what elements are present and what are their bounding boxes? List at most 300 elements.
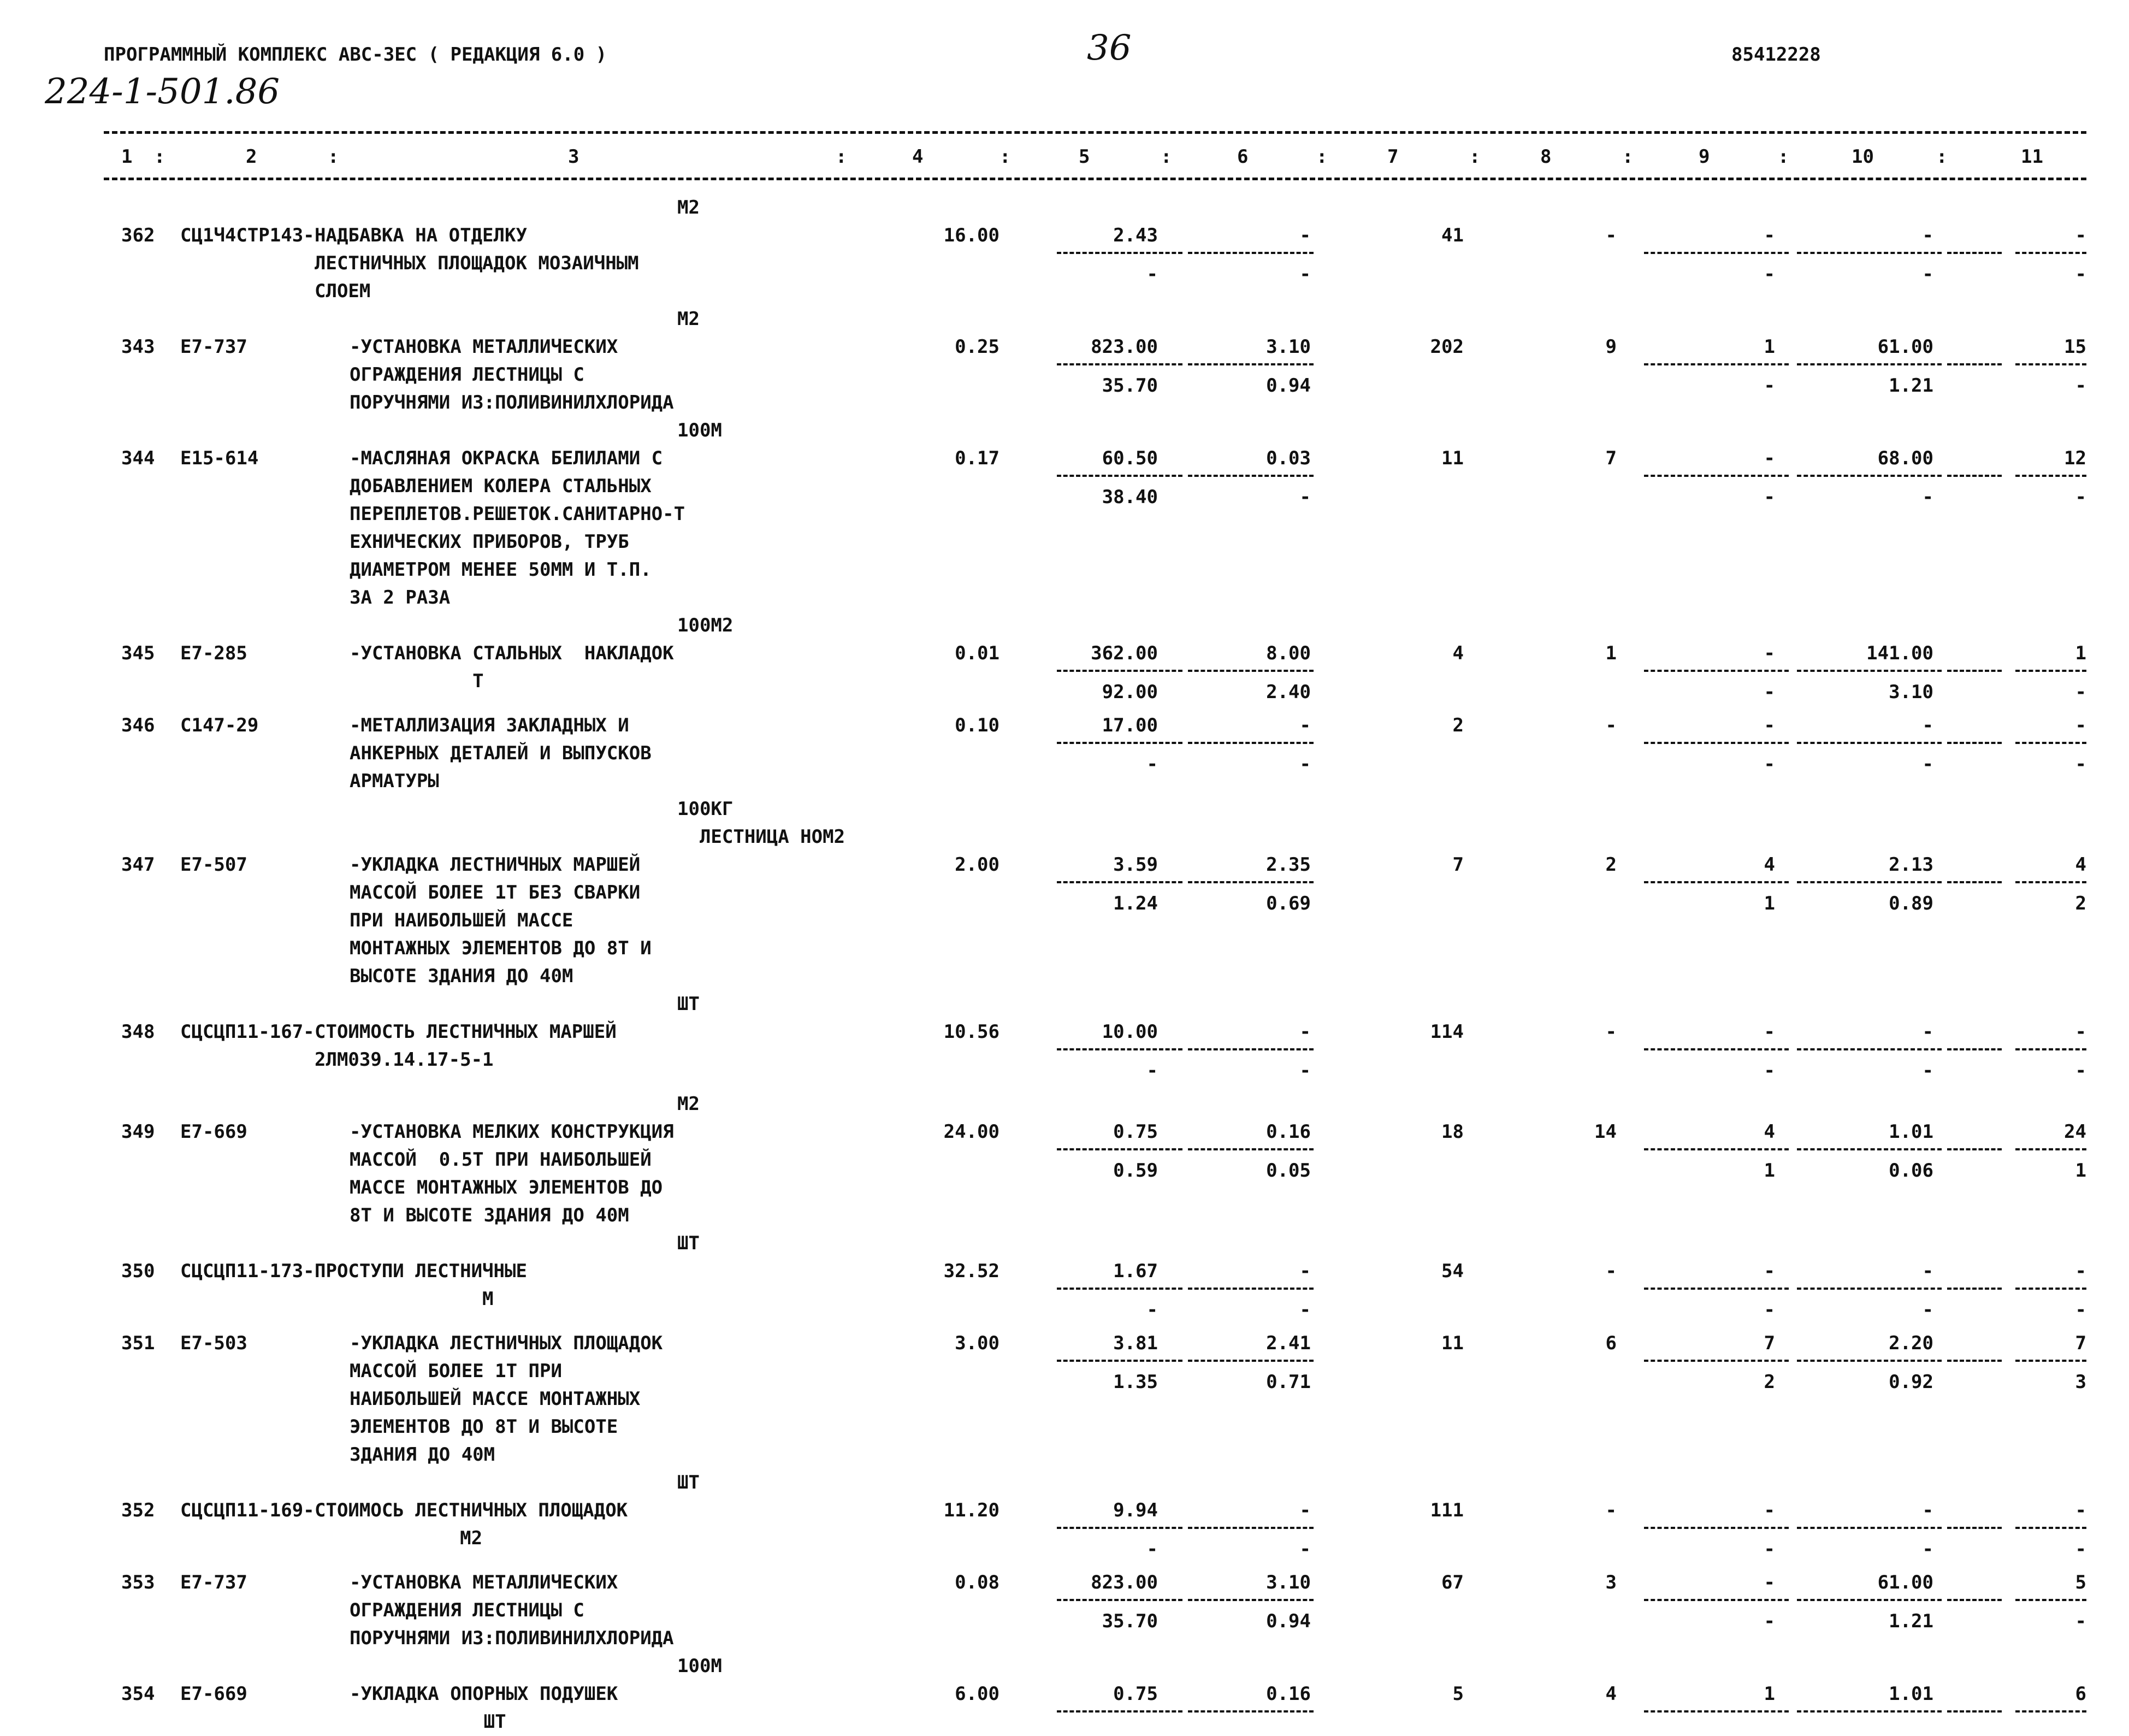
dashed-separator <box>2015 363 2086 365</box>
col10-wage: - <box>1922 1299 1933 1321</box>
unit-label: М2 <box>677 1093 700 1115</box>
col11-wage: - <box>2075 753 2086 775</box>
unit-label: 100М <box>677 420 722 441</box>
norm-code: Е7-737 <box>180 1572 247 1593</box>
quantity: 0.25 <box>955 336 1000 358</box>
unit-cost: 2.43 <box>1113 225 1158 246</box>
row-number: 347 <box>121 854 155 876</box>
column-separator: : <box>1316 146 1328 168</box>
col9-value: - <box>1764 1021 1775 1043</box>
work-description: НАДБАВКА НА ОТДЕЛКУ ЛЕСТНИЧНЫХ ПЛОЩАДОК МОЗАИЧНЫМ СЛОЕМ <box>315 225 639 302</box>
labor-cost: - <box>1605 1021 1617 1043</box>
labor-cost: 14 <box>1594 1121 1617 1143</box>
total-cost: 11 <box>1441 447 1464 469</box>
unit-cost-wage: 1.35 <box>1113 1371 1158 1393</box>
col9-value: 4 <box>1764 854 1775 876</box>
col11-value: 6 <box>2075 1683 2086 1705</box>
machine-wage: - <box>1299 1538 1311 1560</box>
total-cost: 11 <box>1441 1332 1464 1354</box>
page-number: 36 <box>1087 28 1132 68</box>
dashed-separator <box>2015 1148 2086 1150</box>
labor-cost: 2 <box>1605 854 1617 876</box>
col9-wage: - <box>1764 263 1775 285</box>
norm-code: СЦСЦП11-169- <box>180 1499 315 1521</box>
machine-wage: - <box>1299 263 1311 285</box>
column-separator: : <box>836 146 847 168</box>
col9-value: - <box>1764 1499 1775 1521</box>
dashed-separator <box>2015 252 2086 254</box>
dashed-separator <box>1188 742 1314 744</box>
quantity: 0.10 <box>955 715 1000 736</box>
norm-code: Е7-507 <box>180 854 247 876</box>
total-cost: 7 <box>1452 854 1464 876</box>
col9-wage: - <box>1764 1610 1775 1632</box>
dashed-separator <box>1057 1599 1182 1601</box>
norm-code: Е7-285 <box>180 642 247 664</box>
dashed-separator <box>1797 1599 1942 1601</box>
machine-wage: 2.40 <box>1266 681 1311 703</box>
col10-value: - <box>1922 225 1933 246</box>
norm-code: СЦСЦП11-167- <box>180 1021 315 1043</box>
col11-value: - <box>2075 1499 2086 1521</box>
total-cost: 114 <box>1430 1021 1464 1043</box>
col11-value: 7 <box>2075 1332 2086 1354</box>
dashed-separator <box>1644 1048 1789 1050</box>
col9-wage: 1 <box>1764 893 1775 914</box>
unit-cost-wage: - <box>1146 1299 1158 1321</box>
dashed-separator <box>1644 742 1789 744</box>
labor-cost: - <box>1605 715 1617 736</box>
unit-cost: 823.00 <box>1091 1572 1158 1593</box>
unit-cost: 3.59 <box>1113 854 1158 876</box>
dashed-separator <box>1644 670 1789 672</box>
row-number: 352 <box>121 1499 155 1521</box>
unit-cost-wage: 35.70 <box>1102 375 1158 397</box>
work-description: -УСТАНОВКА МЕТАЛЛИЧЕСКИХ ОГРАЖДЕНИЯ ЛЕСТНИЦЫ С ПОРУЧНЯМИ ИЗ:ПОЛИВИНИЛХЛОРИДА <box>350 1572 674 1649</box>
quantity: 24.00 <box>943 1121 1000 1143</box>
machine-cost: - <box>1299 715 1311 736</box>
dashed-separator <box>1188 1288 1314 1290</box>
unit-label: М2 <box>677 308 700 330</box>
dashed-separator <box>1797 670 1942 672</box>
col10-wage: 0.92 <box>1889 1371 1933 1393</box>
dashed-separator <box>1188 1148 1314 1150</box>
dashed-separator <box>1797 1360 1942 1362</box>
col9-value: 1 <box>1764 336 1775 358</box>
column-header-1: 1 <box>121 146 133 168</box>
col10-wage: 0.89 <box>1889 893 1933 914</box>
work-description: СТОИМОСЬ ЛЕСТНИЧНЫХ ПЛОЩАДОК М2 <box>315 1499 628 1549</box>
machine-cost: 2.41 <box>1266 1332 1311 1354</box>
machine-wage: - <box>1299 486 1311 508</box>
unit-label: ШТ <box>677 1232 700 1254</box>
norm-code: СЦ1Ч4СТР143- <box>180 225 315 246</box>
column-header-9: 9 <box>1699 146 1710 168</box>
quantity: 32.52 <box>943 1260 1000 1282</box>
quantity: 10.56 <box>943 1021 1000 1043</box>
dashed-separator <box>2015 1710 2086 1713</box>
machine-wage: 0.71 <box>1266 1371 1311 1393</box>
col11-wage: - <box>2075 486 2086 508</box>
total-cost: 111 <box>1430 1499 1464 1521</box>
col11-wage: - <box>2075 375 2086 397</box>
col11-wage: - <box>2075 1060 2086 1082</box>
dashed-separator <box>1947 252 2002 254</box>
column-header-7: 7 <box>1387 146 1399 168</box>
dashed-separator <box>1188 1710 1314 1713</box>
col10-value: 1.01 <box>1889 1683 1933 1705</box>
dashed-separator <box>1947 363 2002 365</box>
dashed-separator <box>1797 881 1942 883</box>
dashed-separator <box>1644 475 1789 477</box>
col11-value: 24 <box>2064 1121 2086 1143</box>
unit-cost-wage: 35.70 <box>1102 1610 1158 1632</box>
row-number: 343 <box>121 336 155 358</box>
dashed-separator <box>1057 742 1182 744</box>
col9-wage: - <box>1764 486 1775 508</box>
dashed-separator <box>1644 1148 1789 1150</box>
row-number: 362 <box>121 225 155 246</box>
dashed-separator <box>1797 1527 1942 1529</box>
dashed-separator <box>2015 742 2086 744</box>
unit-cost: 10.00 <box>1102 1021 1158 1043</box>
dashed-separator <box>1947 1527 2002 1529</box>
row-number: 350 <box>121 1260 155 1282</box>
dashed-separator <box>1947 1148 2002 1150</box>
row-number: 345 <box>121 642 155 664</box>
col10-value: 1.01 <box>1889 1121 1933 1143</box>
row-number: 353 <box>121 1572 155 1593</box>
dashed-separator <box>1057 1048 1182 1050</box>
col10-value: - <box>1922 715 1933 736</box>
header-rule-top <box>104 131 2086 134</box>
norm-code: С147-29 <box>180 715 259 736</box>
col10-wage: - <box>1922 263 1933 285</box>
col9-wage: - <box>1764 1060 1775 1082</box>
labor-cost: - <box>1605 225 1617 246</box>
labor-cost: - <box>1605 1260 1617 1282</box>
unit-label: 100КГ ЛЕСТНИЦА НОМ2 <box>677 798 845 848</box>
dashed-separator <box>1057 363 1182 365</box>
total-cost: 2 <box>1452 715 1464 736</box>
machine-cost: - <box>1299 1260 1311 1282</box>
unit-cost-wage: - <box>1146 1060 1158 1082</box>
unit-cost-wage: 92.00 <box>1102 681 1158 703</box>
dashed-separator <box>1947 1288 2002 1290</box>
col11-wage: - <box>2075 263 2086 285</box>
machine-cost: 0.16 <box>1266 1121 1311 1143</box>
dashed-separator <box>1797 475 1942 477</box>
col10-wage: 1.21 <box>1889 1610 1933 1632</box>
dashed-separator <box>1644 363 1789 365</box>
col10-wage: 0.06 <box>1889 1160 1933 1182</box>
machine-cost: 2.35 <box>1266 854 1311 876</box>
work-description: -УКЛАДКА ЛЕСТНИЧНЫХ ПЛОЩАДОК МАССОЙ БОЛЕЕ 1Т ПРИ НАИБОЛЬШЕЙ МАССЕ МОНТАЖНЫХ ЭЛЕМЕНТОВ ДО 8Т И ВЫСОТЕ ЗДАНИЯ ДО 40М <box>350 1332 663 1466</box>
dashed-separator <box>1188 881 1314 883</box>
col10-wage: 3.10 <box>1889 681 1933 703</box>
col11-wage: - <box>2075 681 2086 703</box>
dashed-separator <box>1057 1710 1182 1713</box>
column-header-5: 5 <box>1079 146 1090 168</box>
col10-value: 68.00 <box>1877 447 1933 469</box>
machine-wage: - <box>1299 753 1311 775</box>
column-header-3: 3 <box>568 146 579 168</box>
unit-cost: 1.67 <box>1113 1260 1158 1282</box>
col9-value: - <box>1764 447 1775 469</box>
col10-value: - <box>1922 1260 1933 1282</box>
labor-cost: 1 <box>1605 642 1617 664</box>
dashed-separator <box>1057 1527 1182 1529</box>
dashed-separator <box>2015 1599 2086 1601</box>
col9-wage: - <box>1764 1538 1775 1560</box>
total-cost: 18 <box>1441 1121 1464 1143</box>
col9-wage: - <box>1764 1299 1775 1321</box>
col11-value: - <box>2075 715 2086 736</box>
machine-wage: 0.94 <box>1266 375 1311 397</box>
labor-cost: - <box>1605 1499 1617 1521</box>
col10-value: - <box>1922 1499 1933 1521</box>
column-separator: : <box>328 146 339 168</box>
col11-value: 4 <box>2075 854 2086 876</box>
dashed-separator <box>1797 252 1942 254</box>
work-description: ПРОСТУПИ ЛЕСТНИЧНЫЕ М <box>315 1260 527 1310</box>
work-description: -УКЛАДКА ОПОРНЫХ ПОДУШЕК ШТ <box>350 1683 618 1733</box>
project-code: 224-1-501.86 <box>45 72 280 112</box>
quantity: 0.08 <box>955 1572 1000 1593</box>
dashed-separator <box>1057 252 1182 254</box>
machine-wage: 0.69 <box>1266 893 1311 914</box>
machine-wage: - <box>1299 1299 1311 1321</box>
dashed-separator <box>1644 1360 1789 1362</box>
col11-wage: - <box>2075 1610 2086 1632</box>
work-description: -УСТАНОВКА МЕТАЛЛИЧЕСКИХ ОГРАЖДЕНИЯ ЛЕСТНИЦЫ С ПОРУЧНЯМИ ИЗ:ПОЛИВИНИЛХЛОРИДА <box>350 336 674 414</box>
col11-wage: 2 <box>2075 893 2086 914</box>
col9-value: - <box>1764 642 1775 664</box>
norm-code: Е15-614 <box>180 447 259 469</box>
dashed-separator <box>1947 742 2002 744</box>
machine-cost: - <box>1299 1021 1311 1043</box>
dashed-separator <box>1188 475 1314 477</box>
unit-cost-wage: - <box>1146 263 1158 285</box>
dashed-separator <box>1947 1360 2002 1362</box>
labor-cost: 6 <box>1605 1332 1617 1354</box>
work-description: -УСТАНОВКА СТАЛЬНЫХ НАКЛАДОК Т <box>350 642 674 692</box>
column-separator: : <box>1469 146 1481 168</box>
unit-label: ШТ <box>677 993 700 1015</box>
dashed-separator <box>1644 252 1789 254</box>
col9-value: 1 <box>1764 1683 1775 1705</box>
quantity: 11.20 <box>943 1499 1000 1521</box>
dashed-separator <box>2015 670 2086 672</box>
column-header-6: 6 <box>1237 146 1249 168</box>
quantity: 2.00 <box>955 854 1000 876</box>
column-separator: : <box>1778 146 1789 168</box>
dashed-separator <box>1188 1599 1314 1601</box>
row-number: 348 <box>121 1021 155 1043</box>
norm-code: Е7-503 <box>180 1332 247 1354</box>
dashed-separator <box>1644 1599 1789 1601</box>
unit-cost-wage: 1.24 <box>1113 893 1158 914</box>
dashed-separator <box>1057 670 1182 672</box>
col11-wage: 3 <box>2075 1371 2086 1393</box>
total-cost: 41 <box>1441 225 1464 246</box>
column-separator: : <box>1000 146 1011 168</box>
col10-value: 61.00 <box>1877 336 1933 358</box>
quantity: 0.01 <box>955 642 1000 664</box>
col11-value: - <box>2075 1260 2086 1282</box>
dashed-separator <box>1188 1527 1314 1529</box>
dashed-separator <box>1947 1599 2002 1601</box>
total-cost: 4 <box>1452 642 1464 664</box>
column-header-4: 4 <box>912 146 924 168</box>
dashed-separator <box>1797 363 1942 365</box>
unit-cost-wage: - <box>1146 1538 1158 1560</box>
machine-cost: 3.10 <box>1266 336 1311 358</box>
labor-cost: 9 <box>1605 336 1617 358</box>
dashed-separator <box>1188 1048 1314 1050</box>
dashed-separator <box>2015 881 2086 883</box>
norm-code: Е7-737 <box>180 336 247 358</box>
total-cost: 67 <box>1441 1572 1464 1593</box>
col9-value: 7 <box>1764 1332 1775 1354</box>
col10-value: 141.00 <box>1866 642 1933 664</box>
dashed-separator <box>2015 1048 2086 1050</box>
col9-wage: - <box>1764 375 1775 397</box>
dashed-separator <box>1947 670 2002 672</box>
row-number: 354 <box>121 1683 155 1705</box>
column-header-11: 11 <box>2021 146 2043 168</box>
col9-wage: 2 <box>1764 1371 1775 1393</box>
column-header-10: 10 <box>1852 146 1874 168</box>
col10-wage: - <box>1922 1060 1933 1082</box>
machine-wage: 0.94 <box>1266 1610 1311 1632</box>
col9-wage: - <box>1764 753 1775 775</box>
work-description: -УКЛАДКА ЛЕСТНИЧНЫХ МАРШЕЙ МАССОЙ БОЛЕЕ 1Т БЕЗ СВАРКИ ПРИ НАИБОЛЬШЕЙ МАССЕ МОНТАЖНЫХ ЭЛЕМЕНТОВ ДО 8Т И ВЫСОТЕ ЗДАНИЯ ДО 40М <box>350 854 652 987</box>
norm-code: Е7-669 <box>180 1121 247 1143</box>
labor-cost: 3 <box>1605 1572 1617 1593</box>
total-cost: 202 <box>1430 336 1464 358</box>
col11-wage: - <box>2075 1538 2086 1560</box>
col10-wage: - <box>1922 1538 1933 1560</box>
col11-value: - <box>2075 1021 2086 1043</box>
dashed-separator <box>1797 1048 1942 1050</box>
column-header-8: 8 <box>1540 146 1552 168</box>
col9-value: - <box>1764 225 1775 246</box>
col11-value: 12 <box>2064 447 2086 469</box>
dashed-separator <box>1644 1710 1789 1713</box>
column-separator: : <box>154 146 165 168</box>
work-description: СТОИМОСТЬ ЛЕСТНИЧНЫХ МАРШЕЙ 2ЛМ039.14.17-5-1 <box>315 1021 617 1071</box>
dashed-separator <box>1188 252 1314 254</box>
col11-value: 1 <box>2075 642 2086 664</box>
dashed-separator <box>1947 881 2002 883</box>
total-cost: 54 <box>1441 1260 1464 1282</box>
col10-value: 2.20 <box>1889 1332 1933 1354</box>
header-rule-bottom <box>104 178 2086 180</box>
unit-cost-wage: - <box>1146 753 1158 775</box>
dashed-separator <box>1947 475 2002 477</box>
col11-wage: - <box>2075 1299 2086 1321</box>
norm-code: СЦСЦП11-173- <box>180 1260 315 1282</box>
column-header-2: 2 <box>246 146 257 168</box>
col10-value: - <box>1922 1021 1933 1043</box>
column-separator: : <box>1161 146 1172 168</box>
dashed-separator <box>1644 881 1789 883</box>
labor-cost: 7 <box>1605 447 1617 469</box>
dashed-separator <box>1057 1148 1182 1150</box>
dashed-separator <box>1797 1288 1942 1290</box>
unit-cost: 0.75 <box>1113 1121 1158 1143</box>
unit-label: 100М <box>677 1655 722 1677</box>
dashed-separator <box>2015 475 2086 477</box>
dashed-separator <box>1057 881 1182 883</box>
quantity: 6.00 <box>955 1683 1000 1705</box>
col9-value: - <box>1764 1572 1775 1593</box>
work-description: -УСТАНОВКА МЕЛКИХ КОНСТРУКЦИЯ МАССОЙ 0.5Т ПРИ НАИБОЛЬШЕЙ МАССЕ МОНТАЖНЫХ ЭЛЕМЕНТОВ ДО 8Т И ВЫСОТЕ ЗДАНИЯ ДО 40М <box>350 1121 674 1226</box>
dashed-separator <box>1947 1710 2002 1713</box>
row-number: 351 <box>121 1332 155 1354</box>
unit-cost: 3.81 <box>1113 1332 1158 1354</box>
unit-cost: 0.75 <box>1113 1683 1158 1705</box>
col9-wage: 1 <box>1764 1160 1775 1182</box>
work-description: -МЕТАЛЛИЗАЦИЯ ЗАКЛАДНЫХ И АНКЕРНЫХ ДЕТАЛЕЙ И ВЫПУСКОВ АРМАТУРЫ <box>350 715 652 792</box>
machine-cost: - <box>1299 225 1311 246</box>
program-title: ПРОГРАММНЫЙ КОМПЛЕКС АВС-ЗЕС ( РЕДАКЦИЯ 6.0 ) <box>104 44 607 66</box>
quantity: 16.00 <box>943 225 1000 246</box>
unit-label: М2 <box>677 197 700 219</box>
unit-cost: 17.00 <box>1102 715 1158 736</box>
unit-label: ШТ <box>677 1472 700 1493</box>
dashed-separator <box>2015 1527 2086 1529</box>
unit-cost-wage: 0.59 <box>1113 1160 1158 1182</box>
dashed-separator <box>1797 1148 1942 1150</box>
dashed-separator <box>1797 742 1942 744</box>
col9-value: - <box>1764 1260 1775 1282</box>
machine-wage: - <box>1299 1060 1311 1082</box>
dashed-separator <box>1057 1360 1182 1362</box>
total-cost: 5 <box>1452 1683 1464 1705</box>
col9-value: - <box>1764 715 1775 736</box>
labor-cost: 4 <box>1605 1683 1617 1705</box>
dashed-separator <box>1644 1288 1789 1290</box>
machine-cost: 0.03 <box>1266 447 1311 469</box>
col10-value: 61.00 <box>1877 1572 1933 1593</box>
dashed-separator <box>1644 1527 1789 1529</box>
row-number: 346 <box>121 715 155 736</box>
unit-label: 100М2 <box>677 615 734 636</box>
doc-code: 85412228 <box>1731 44 1821 66</box>
unit-cost-wage: 38.40 <box>1102 486 1158 508</box>
dashed-separator <box>1057 475 1182 477</box>
machine-wage: 0.05 <box>1266 1160 1311 1182</box>
dashed-separator <box>1057 1288 1182 1290</box>
norm-code: Е7-669 <box>180 1683 247 1705</box>
quantity: 0.17 <box>955 447 1000 469</box>
work-description: -МАСЛЯНАЯ ОКРАСКА БЕЛИЛАМИ С ДОБАВЛЕНИЕМ КОЛЕРА СТАЛЬНЫХ ПЕРЕПЛЕТОВ.РЕШЕТОК.САНИТАРНО-Т ЕХНИЧЕСКИХ ПРИБОРОВ, ТРУБ ДИАМЕТРОМ МЕНЕЕ 50ММ И Т.П. ЗА 2 РАЗА <box>350 447 685 609</box>
dashed-separator <box>2015 1288 2086 1290</box>
unit-cost: 60.50 <box>1102 447 1158 469</box>
column-separator: : <box>1622 146 1634 168</box>
dashed-separator <box>1188 363 1314 365</box>
dashed-separator <box>1188 670 1314 672</box>
machine-cost: 8.00 <box>1266 642 1311 664</box>
machine-cost: - <box>1299 1499 1311 1521</box>
machine-cost: 3.10 <box>1266 1572 1311 1593</box>
col9-wage: - <box>1764 681 1775 703</box>
col10-wage: - <box>1922 486 1933 508</box>
machine-cost: 0.16 <box>1266 1683 1311 1705</box>
col11-value: - <box>2075 225 2086 246</box>
